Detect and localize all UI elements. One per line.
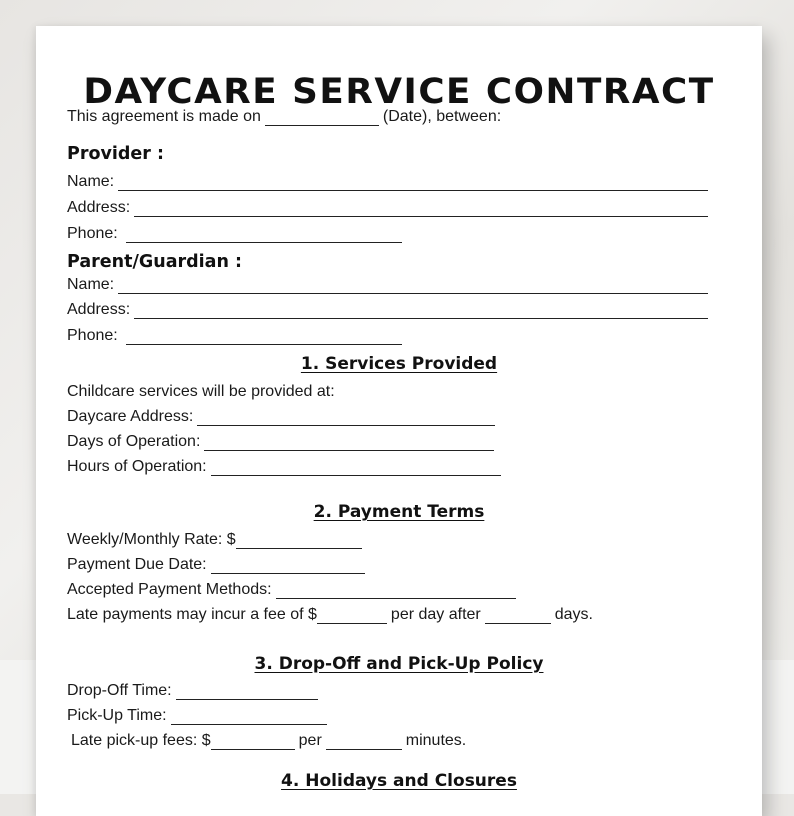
late-payment-row	[67, 605, 593, 625]
parent-phone-label: Phone:	[67, 327, 118, 344]
late-payment-text-1: Late payments may incur a fee of $	[67, 606, 317, 623]
daycare-address-row	[67, 407, 499, 427]
late-pickup-fee-field[interactable]	[211, 734, 295, 750]
dropoff-time-label: Drop-Off Time:	[67, 682, 172, 699]
services-intro	[67, 382, 335, 402]
late-fee-field[interactable]	[317, 608, 387, 624]
hours-of-operation-label: Hours of Operation:	[67, 458, 207, 475]
intro-text-start: This agreement is made on	[67, 108, 261, 125]
provider-name-row	[67, 172, 712, 192]
services-intro-text: Childcare services will be provided at:	[67, 383, 335, 400]
days-of-operation-row	[67, 432, 498, 452]
payment-methods-field[interactable]	[276, 583, 516, 599]
hours-of-operation-row	[67, 457, 505, 477]
rate-label: Weekly/Monthly Rate: $	[67, 531, 236, 548]
parent-address-field[interactable]	[134, 303, 708, 319]
pickup-time-field[interactable]	[171, 709, 327, 725]
intro-line	[67, 107, 501, 127]
services-section-title	[36, 353, 762, 375]
parent-phone-row	[67, 326, 406, 346]
rate-row	[67, 530, 366, 550]
late-payment-text-2: per day after	[390, 606, 481, 623]
payment-section-title	[36, 501, 762, 523]
payment-due-field[interactable]	[211, 558, 365, 574]
daycare-address-label: Daycare Address:	[67, 408, 194, 425]
late-pickup-row	[71, 731, 466, 751]
days-of-operation-field[interactable]	[204, 435, 494, 451]
daycare-address-field[interactable]	[197, 410, 495, 426]
contract-page	[36, 26, 762, 816]
document-title: DAYCARE SERVICE CONTRACT	[83, 72, 715, 112]
late-pickup-text-1: Late pick-up fees: $	[71, 732, 211, 749]
services-title-text: 1. Services Provided	[300, 354, 498, 374]
parent-name-label: Name:	[67, 276, 115, 293]
payment-methods-row	[67, 580, 520, 600]
provider-address-label: Address:	[67, 199, 131, 216]
provider-address-row	[67, 198, 712, 218]
payment-due-label: Payment Due Date:	[67, 556, 207, 573]
provider-phone-label: Phone:	[67, 225, 118, 242]
dropoff-section-title	[36, 653, 762, 675]
rate-field[interactable]	[236, 533, 362, 549]
late-payment-text-3: days.	[554, 606, 593, 623]
holidays-title-text: 4. Holidays and Closures	[281, 771, 517, 791]
late-pickup-text-2: per	[298, 732, 322, 749]
payment-title-text: 2. Payment Terms	[313, 502, 485, 522]
parent-address-label: Address:	[67, 301, 131, 318]
pickup-time-label: Pick-Up Time:	[67, 707, 167, 724]
days-of-operation-label: Days of Operation:	[67, 433, 201, 450]
date-field[interactable]	[265, 110, 379, 126]
provider-phone-field[interactable]	[126, 227, 402, 243]
intro-text-end: (Date), between:	[382, 108, 502, 125]
late-pickup-text-3: minutes.	[405, 732, 467, 749]
payment-methods-label: Accepted Payment Methods:	[67, 581, 272, 598]
parent-name-field[interactable]	[118, 278, 708, 294]
parent-heading: Parent/Guardian :	[67, 252, 243, 272]
late-pickup-minutes-field[interactable]	[326, 734, 402, 750]
dropoff-time-field[interactable]	[176, 684, 318, 700]
provider-phone-row	[67, 224, 406, 244]
holidays-section-title	[36, 770, 762, 792]
dropoff-title-text: 3. Drop-Off and Pick-Up Policy	[254, 654, 544, 674]
parent-name-row	[67, 275, 712, 295]
parent-address-row	[67, 300, 712, 320]
payment-due-row	[67, 555, 369, 575]
provider-heading: Provider :	[67, 144, 165, 164]
pickup-time-row	[67, 706, 331, 726]
late-days-field[interactable]	[485, 608, 551, 624]
parent-phone-field[interactable]	[126, 329, 402, 345]
dropoff-time-row	[67, 681, 322, 701]
provider-address-field[interactable]	[134, 201, 708, 217]
hours-of-operation-field[interactable]	[211, 460, 501, 476]
provider-name-field[interactable]	[118, 175, 708, 191]
provider-name-label: Name:	[67, 173, 115, 190]
